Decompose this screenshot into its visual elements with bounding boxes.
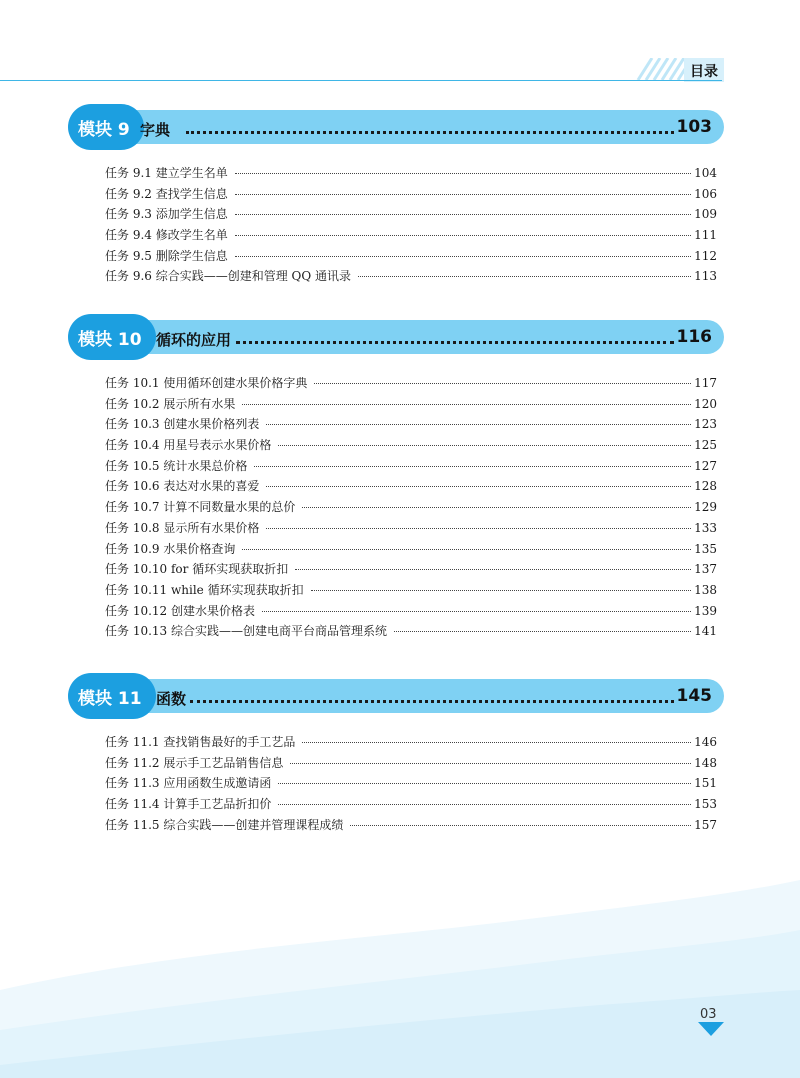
task-label: 任务 10.1 使用循环创建水果价格字典 bbox=[105, 376, 308, 390]
task-item[interactable] bbox=[105, 774, 717, 795]
task-item[interactable] bbox=[105, 226, 717, 247]
module-title: 函数 bbox=[156, 690, 187, 708]
leader-dots bbox=[295, 569, 691, 570]
leader-dots bbox=[190, 700, 674, 703]
task-item[interactable] bbox=[105, 733, 717, 754]
task-label: 任务 10.6 表达对水果的喜爱 bbox=[105, 479, 260, 494]
task-page: 135 bbox=[694, 541, 717, 556]
task-page: 148 bbox=[694, 755, 717, 770]
task-page: 104 bbox=[694, 166, 717, 180]
task-label: 任务 11.2 展示手工艺品销售信息 bbox=[105, 755, 284, 770]
leader-dots bbox=[235, 214, 691, 215]
task-page: 106 bbox=[694, 186, 717, 201]
task-item[interactable] bbox=[105, 477, 717, 498]
task-item[interactable] bbox=[105, 164, 717, 185]
task-page: 151 bbox=[694, 776, 717, 791]
task-label: 任务 10.3 创建水果价格列表 bbox=[105, 417, 260, 432]
task-item[interactable] bbox=[105, 602, 717, 623]
leader-dots bbox=[290, 763, 691, 764]
task-label: 任务 10.12 创建水果价格表 bbox=[105, 603, 255, 618]
task-page: 139 bbox=[694, 603, 717, 618]
task-item[interactable] bbox=[105, 540, 717, 561]
module-11-task-list bbox=[105, 733, 717, 836]
task-label: 任务 10.11 while 循环实现获取折扣 bbox=[105, 582, 304, 597]
leader-dots bbox=[394, 631, 691, 632]
task-item[interactable] bbox=[105, 436, 717, 457]
module-title: 循环的应用 bbox=[156, 331, 232, 349]
leader-dots bbox=[254, 466, 691, 467]
page-number: 03 bbox=[700, 1007, 717, 1022]
task-label: 任务 9.6 综合实践——创建和管理 QQ 通讯录 bbox=[105, 269, 352, 284]
task-page: 112 bbox=[694, 248, 717, 263]
task-item[interactable] bbox=[105, 374, 717, 395]
module-9-task-list bbox=[105, 164, 717, 288]
task-item[interactable] bbox=[105, 519, 717, 540]
module-bar bbox=[88, 110, 724, 144]
task-label: 任务 10.10 for 循环实现获取折扣 bbox=[105, 562, 289, 577]
task-item[interactable] bbox=[105, 560, 717, 581]
leader-dots bbox=[266, 424, 691, 425]
task-page: 127 bbox=[694, 458, 717, 473]
task-label: 任务 11.3 应用函数生成邀请函 bbox=[105, 776, 272, 791]
leader-dots bbox=[302, 507, 691, 508]
module-11-heading[interactable] bbox=[68, 673, 724, 719]
task-label: 任务 11.1 查找销售最好的手工艺品 bbox=[105, 735, 296, 749]
task-item[interactable] bbox=[105, 205, 717, 226]
module-10-task-list bbox=[105, 374, 717, 643]
task-label: 任务 11.5 综合实践——创建并管理课程成绩 bbox=[105, 817, 344, 832]
task-item[interactable] bbox=[105, 415, 717, 436]
header-title: 目录 bbox=[690, 64, 718, 80]
task-page: 128 bbox=[694, 479, 717, 494]
task-item[interactable] bbox=[105, 795, 717, 816]
task-page: 111 bbox=[694, 228, 717, 243]
leader-dots bbox=[314, 383, 691, 384]
module-title: 字典 bbox=[140, 121, 171, 139]
leader-dots bbox=[242, 404, 691, 405]
leader-dots bbox=[350, 825, 691, 826]
task-label: 任务 9.1 建立学生名单 bbox=[105, 166, 228, 180]
task-page: 141 bbox=[694, 624, 717, 639]
leader-dots bbox=[235, 194, 691, 195]
task-page: 153 bbox=[694, 797, 717, 812]
leader-dots bbox=[262, 611, 691, 612]
task-item[interactable] bbox=[105, 498, 717, 519]
module-page: 103 bbox=[676, 117, 712, 137]
task-page: 129 bbox=[694, 500, 717, 515]
task-item[interactable] bbox=[105, 395, 717, 416]
task-item[interactable] bbox=[105, 457, 717, 478]
leader-dots bbox=[266, 486, 691, 487]
task-label: 任务 10.4 用星号表示水果价格 bbox=[105, 438, 272, 453]
leader-dots bbox=[266, 528, 691, 529]
task-page: 146 bbox=[694, 735, 717, 749]
task-page: 138 bbox=[694, 582, 717, 597]
task-page: 133 bbox=[694, 520, 717, 535]
task-page: 137 bbox=[694, 562, 717, 577]
task-item[interactable] bbox=[105, 816, 717, 837]
module-10-heading[interactable] bbox=[68, 314, 724, 360]
leader-dots bbox=[278, 445, 691, 446]
task-label: 任务 10.5 统计水果总价格 bbox=[105, 458, 248, 473]
task-item[interactable] bbox=[105, 185, 717, 206]
task-label: 任务 9.2 查找学生信息 bbox=[105, 186, 228, 201]
task-page: 117 bbox=[694, 376, 717, 390]
leader-dots bbox=[235, 235, 691, 236]
page-arrow-icon bbox=[698, 1022, 724, 1036]
task-label: 任务 9.4 修改学生名单 bbox=[105, 228, 228, 243]
footer-wave-decoration bbox=[0, 880, 800, 1078]
task-item[interactable] bbox=[105, 581, 717, 602]
header-rule bbox=[0, 80, 722, 81]
module-badge: 模块 10 bbox=[68, 314, 156, 360]
leader-dots bbox=[278, 804, 691, 805]
task-item[interactable] bbox=[105, 247, 717, 268]
task-label: 任务 10.8 显示所有水果价格 bbox=[105, 520, 260, 535]
leader-dots bbox=[242, 549, 691, 550]
leader-dots bbox=[186, 131, 674, 134]
leader-dots bbox=[278, 783, 691, 784]
task-page: 157 bbox=[694, 817, 717, 832]
task-label: 任务 10.13 综合实践——创建电商平台商品管理系统 bbox=[105, 624, 387, 639]
task-label: 任务 10.7 计算不同数量水果的总价 bbox=[105, 500, 296, 515]
task-page: 125 bbox=[694, 438, 717, 453]
task-label: 任务 10.9 水果价格查询 bbox=[105, 541, 236, 556]
task-label: 任务 10.2 展示所有水果 bbox=[105, 396, 236, 411]
module-badge: 模块 11 bbox=[68, 673, 156, 719]
task-label: 任务 11.4 计算手工艺品折扣价 bbox=[105, 797, 272, 812]
task-page: 109 bbox=[694, 207, 717, 222]
task-page: 120 bbox=[694, 396, 717, 411]
task-label: 任务 9.3 添加学生信息 bbox=[105, 207, 228, 222]
leader-dots bbox=[311, 590, 692, 591]
leader-dots bbox=[236, 341, 674, 344]
leader-dots bbox=[358, 276, 691, 277]
task-label: 任务 9.5 删除学生信息 bbox=[105, 248, 228, 263]
task-item[interactable] bbox=[105, 622, 717, 643]
task-page: 113 bbox=[694, 269, 717, 284]
task-item[interactable] bbox=[105, 267, 717, 288]
leader-dots bbox=[302, 742, 691, 743]
header-stripes-decoration bbox=[630, 58, 690, 80]
task-item[interactable] bbox=[105, 754, 717, 775]
module-9-heading[interactable] bbox=[68, 104, 724, 150]
leader-dots bbox=[235, 173, 691, 174]
module-page: 116 bbox=[676, 327, 712, 347]
module-badge: 模块 9 bbox=[68, 104, 144, 150]
leader-dots bbox=[235, 256, 691, 257]
task-page: 123 bbox=[694, 417, 717, 432]
module-page: 145 bbox=[676, 686, 712, 706]
